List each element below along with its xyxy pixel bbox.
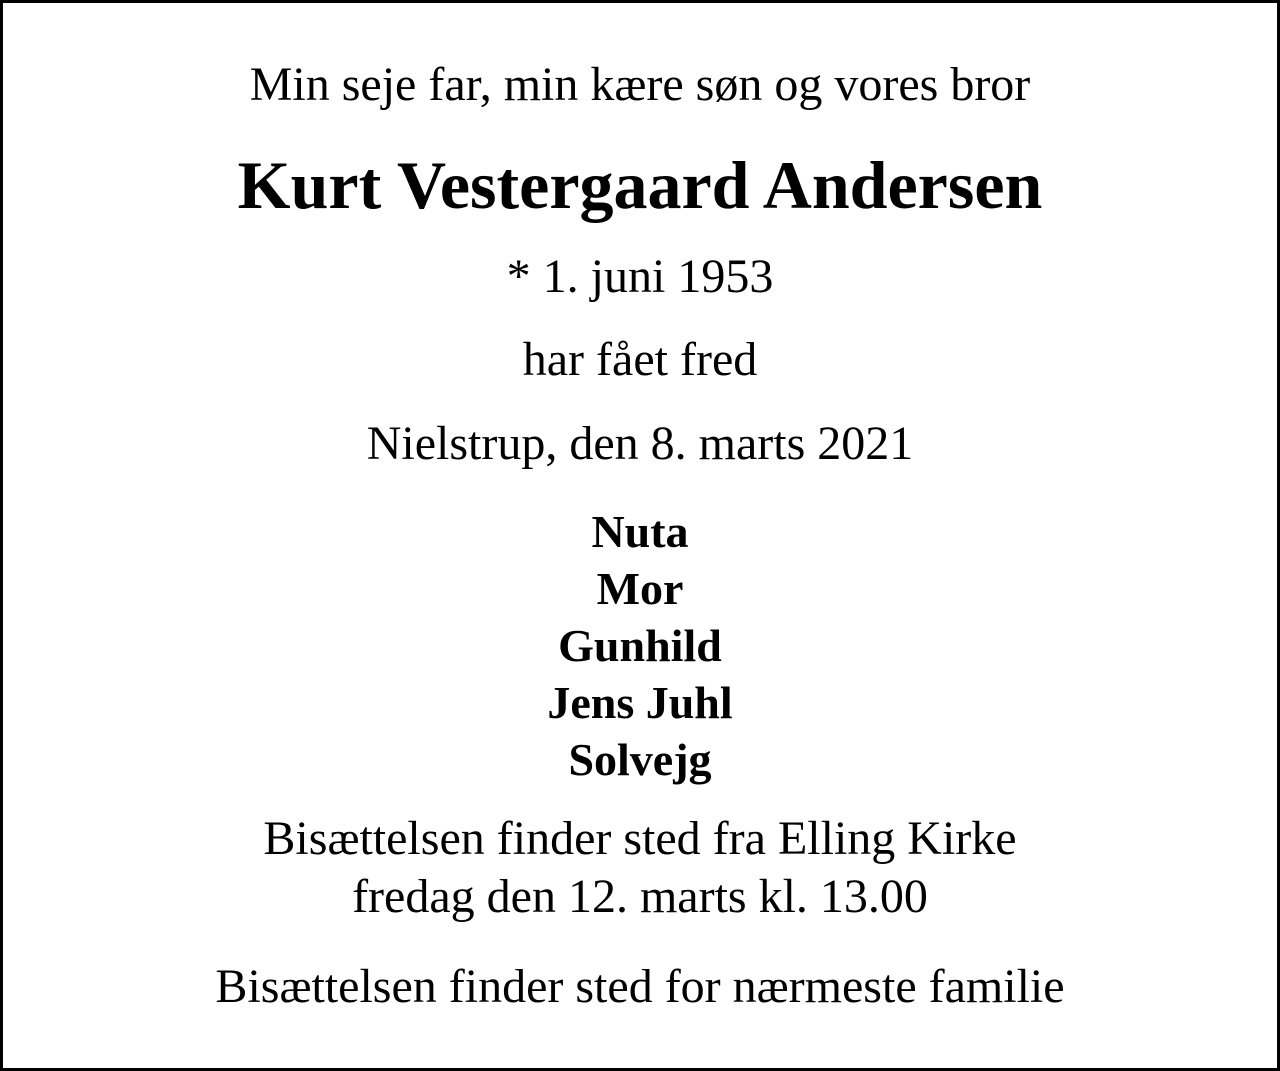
place-and-date: Nielstrup, den 8. marts 2021 — [366, 417, 914, 470]
intro-line: Min seje far, min kære søn og vores bror — [249, 58, 1031, 111]
birth-date: * 1. juni 1953 — [506, 250, 774, 303]
deceased-name: Kurt Vestergaard Andersen — [237, 147, 1043, 223]
family-member: Gunhild — [558, 620, 722, 671]
passing-text: har fået fred — [522, 333, 758, 386]
family-list — [3, 503, 1277, 788]
family-member: Solvejg — [568, 734, 712, 785]
family-member: Mor — [596, 563, 684, 614]
family-member: Jens Juhl — [547, 677, 733, 728]
closing-note: Bisættelsen finder sted for nærmeste familie — [215, 960, 1065, 1013]
family-member: Nuta — [591, 506, 689, 557]
service-location: Bisættelsen finder sted fra Elling Kirke — [263, 812, 1017, 865]
service-time: fredag den 12. marts kl. 13.00 — [352, 870, 928, 923]
